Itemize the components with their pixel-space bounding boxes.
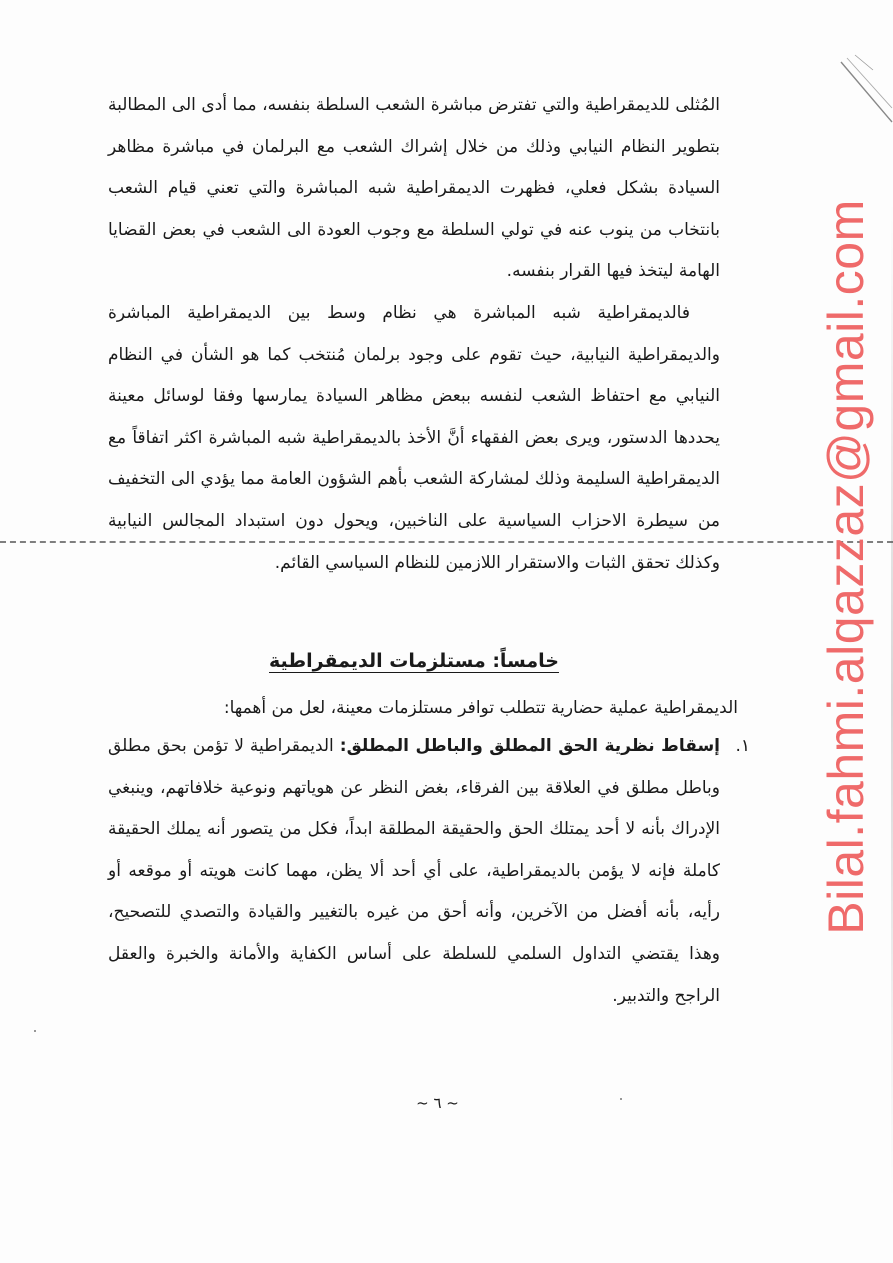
section-heading-text: خامساً: مستلزمات الديمقراطية (269, 650, 559, 672)
page-number: ~ ٦ ~ (416, 1094, 459, 1112)
list-item-title: إسقاط نظرية الحق المطلق والباطل المطلق: (339, 736, 720, 756)
email-watermark: Bilal.fahmi.alqazzaz@gmail.com (818, 199, 874, 935)
scan-corner-mark (803, 0, 893, 130)
scan-fold-line (0, 541, 893, 543)
list-item (108, 726, 750, 1017)
list-item-body (108, 726, 720, 1017)
intro-line-text: الديمقراطية عملية حضارية تتطلب توافر مستلزمات معينة، لعل من أهمها: (223, 698, 738, 718)
paragraph-1-text: المُثلى للديمقراطية والتي تفترض مباشرة الشعب السلطة بنفسه، مما أدى الى المطالبة بتطوير النظام النيابي وذلك من خلال إشراك الشعب مع البرلمان في مباشرة مظاهر السيادة بشكل فعلي، فظهرت الديمقراطية شبه المباشرة والتي تعني قيام الشعب بانتخاب من ينوب عنه في تولي السلطة مع وجوب العودة الى الشعب في بعض القضايا الهامة ليتخذ فيها القرار بنفسه. (108, 95, 720, 282)
paragraph-2-text: فالديمقراطية شبه المباشرة هي نظام وسط بين الديمقراطية المباشرة والديمقراطية النيابية، حيث تقوم على وجود برلمان مُنتخب كما هو الشأن في النظام النيابي مع احتفاظ الشعب لنفسه ببعض مظاهر السيادة يمارسها وفقا لوسائل معينة يحددها الدستور، ويرى بعض الفقهاء أنَّ الأخذ بالديمقراطية شبه المباشرة اكثر اتفاقاً مع الديمقراطية السليمة وذلك لمشاركة الشعب بأهم الشؤون العامة مما يؤدي الى التخفيف من سيطرة الاحزاب السياسية على الناخبين، ويحول دون استبداد المجالس النيابية وكذلك تحقق الثبات والاستقرار اللازمين للنظام السياسي القائم. (108, 303, 720, 573)
scan-speck (620, 1098, 622, 1100)
scan-corner-line (847, 58, 892, 108)
list-item-text: الديمقراطية لا تؤمن بحق مطلق وباطل مطلق في العلاقة بين الفرقاء، بغض النظر عن هوياتهم ونوعية خلافاتهم، وينبغي الإدراك بأنه لا أحد يمتلك الحق والحقيقة المطلقة ابداً، فكل من يتصور أنه يملك الحقيقة كاملة فإنه لا يؤمن بالديمقراطية، على أي أحد ألا يظن، مهما كانت هويته أو موقعه أو رأيه، بأنه أفضل من الآخرين، وأنه أحق من غيره بالتغيير والقيادة والتصدي للتصحيح، وهذا يقتضي التداول السلمي للسلطة على أساس الكفاية والأمانة والخبرة والعقل الراجح والتدبير. (108, 736, 720, 1006)
scan-speck (34, 1030, 36, 1032)
intro-line (108, 688, 738, 730)
section-heading (108, 643, 720, 679)
paragraph-1 (108, 85, 720, 293)
scan-corner-line (841, 62, 892, 122)
scan-corner-line (855, 55, 873, 70)
list-item-marker: ١. (735, 736, 750, 756)
